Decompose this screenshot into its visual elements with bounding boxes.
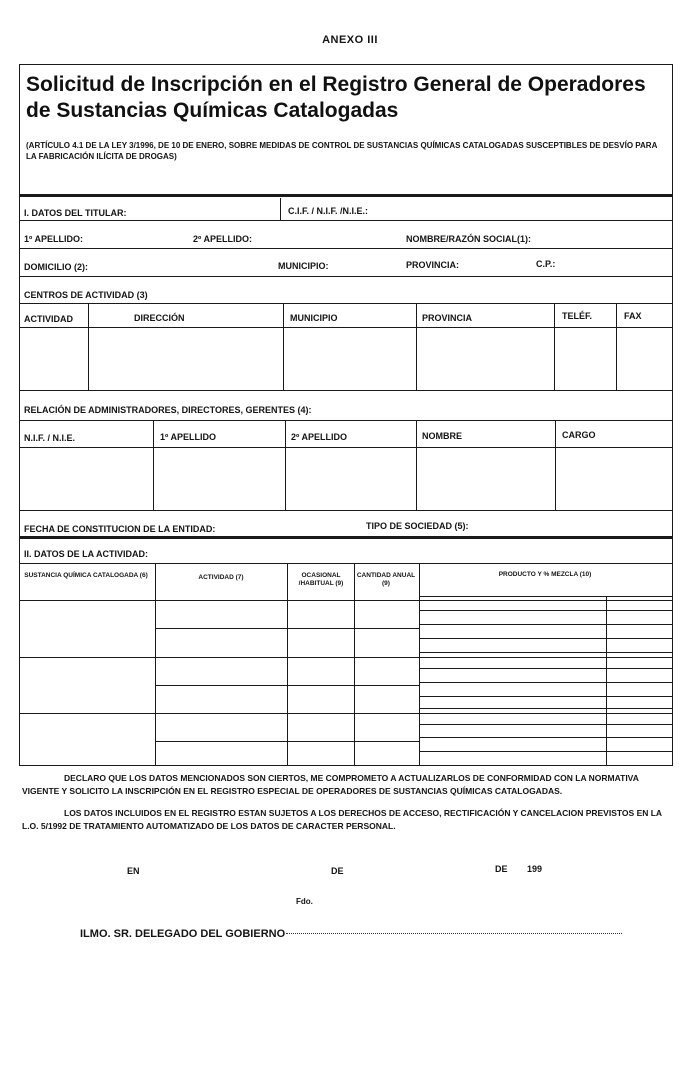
table-col-line [416,303,417,390]
col-nif: N.I.F. / N.I.E. [24,433,76,443]
grid-subrow-line [155,628,419,629]
footer-year: 199 [527,864,543,874]
col-actividad: ACTIVIDAD [24,314,73,324]
col-apellido2: 2º APELLIDO [291,432,347,442]
cif-label: C.I.F. / N.I.F. /N.I.E.: [288,206,369,216]
grid-product-line [419,708,673,709]
divider [280,198,281,220]
declaration-paragraph-2 [22,807,677,833]
table-col-line [416,420,417,510]
domicilio-label: DOMICILIO (2): [24,262,88,272]
grid-subrow-line [155,741,419,742]
grid-product-line [419,682,673,683]
col-nombre: NOMBRE [422,431,462,441]
grid-row-line [19,713,673,714]
form-frame [19,64,673,766]
nombre-label: NOMBRE/RAZÓN SOCIAL(1): [406,234,531,244]
cp-label: C.P.: [536,259,556,269]
row-line [19,248,673,249]
centros-label: CENTROS DE ACTIVIDAD (3) [24,290,148,300]
footer-addressee: ILMO. SR. DELEGADO DEL GOBIERNO [80,928,286,940]
grid-product-line [419,596,673,597]
table-col-line [283,303,284,390]
grid-col-line [354,563,355,766]
provincia-label: PROVINCIA: [406,260,460,270]
grid-product-line [419,724,673,725]
col-apellido1: 1º APELLIDO [160,432,216,442]
col-cantidad: CANTIDAD ANUAL (9) [356,572,416,587]
grid-product-line [419,751,673,752]
col-producto: PRODUCTO Y % MEZCLA (10) [498,571,592,578]
grid-col-line [287,563,288,766]
table-line [19,447,673,448]
declaration-text-1: DECLARO QUE LOS DATOS MENCIONADOS SON CIERTOS, ME COMPROMETO A ACTUALIZARLOS DE CONFORMIDAD CON LA NORMATIVA VIGENTE Y SOLICITO LA INSCRIPCIÓN EN EL REGISTRO ESPECIAL DE OPERADORES DE SUSTANCIAS QUÍMICAS CATALOGADAS. [22,773,639,796]
apellido1-label: 1º APELLIDO: [24,234,83,244]
declaration-text-2: LOS DATOS INCLUIDOS EN EL REGISTRO ESTAN SUJETOS A LOS DERECHOS DE ACCESO, RECTIFICACIÓN Y CANCELACION PREVISTOS EN LA L.O. 5/1992 DE TRATAMIENTO AUTOMATIZADO DE LOS DATOS DE CARACTER PERSONAL. [22,808,662,831]
table-col-line [285,420,286,510]
footer-fdo: Fdo. [296,897,313,906]
grid-subrow-line [155,685,419,686]
col-sustancia: SUSTANCIA QUÍMICA CATALOGADA (6) [24,572,148,579]
col-provincia: PROVINCIA [422,313,473,323]
section-divider [19,194,673,197]
col-ocasional: OCASIONAL /HABITUAL (9) [298,572,344,587]
relacion-label: RELACIÓN DE ADMINISTRADORES, DIRECTORES, GERENTES (4): [24,405,312,415]
table-col-line [88,303,89,390]
footer-en: EN [127,866,140,876]
form-title: Solicitud de Inscripción en el Registro General de Operadores de Sustancias Químicas Catalogadas [26,73,646,122]
grid-product-line [419,652,673,653]
row-line [19,276,673,277]
annex-label: ANEXO III [322,34,378,46]
col-fax: FAX [624,311,642,321]
municipio-label: MUNICIPIO: [278,261,329,271]
col-cargo: CARGO [562,430,596,440]
table-line [19,420,673,421]
grid-product-line [419,610,673,611]
col-direccion: DIRECCIÓN [134,313,185,323]
table-line [19,390,673,391]
grid-product-line [419,696,673,697]
row-line [19,220,673,221]
grid-row-line [19,600,673,601]
table-col-line [554,303,555,390]
table-line [19,327,673,328]
tipo-label: TIPO DE SOCIEDAD (5): [366,521,469,531]
table-line [19,563,673,564]
signature-dotted-line [286,933,622,934]
grid-col-line [419,563,420,766]
col-telef: TELÉF. [562,311,593,321]
grid-col-line [606,596,607,766]
table-line [19,303,673,304]
section-divider [19,536,673,539]
table-col-line [616,303,617,390]
grid-product-line [419,638,673,639]
grid-product-line [419,624,673,625]
form-subtitle: (ARTÍCULO 4.1 DE LA LEY 3/1996, DE 10 DE ENERO, SOBRE MEDIDAS DE CONTROL DE SUSTANCIAS QUÍMICAS CATALOGADAS SUSCEPTIBLES DE DESVÍO PARA LA FABRICACIÓN ILÍCITA DE DROGAS) [26,141,658,161]
col-actividad2: ACTIVIDAD (7) [198,574,244,581]
col-municipio: MUNICIPIO [290,313,338,323]
apellido2-label: 2º APELLIDO: [193,234,252,244]
table-line [19,510,673,511]
section2-heading: II. DATOS DE LA ACTIVIDAD: [24,549,149,559]
table-col-line [153,420,154,510]
fecha-label: FECHA DE CONSTITUCION DE LA ENTIDAD: [24,524,216,534]
declaration-paragraph-1 [22,772,677,798]
footer-de1: DE [331,866,344,876]
footer-de2: DE [495,864,508,874]
grid-col-line [155,563,156,766]
section1-heading: I. DATOS DEL TITULAR: [24,208,127,218]
grid-product-line [419,737,673,738]
grid-product-line [419,668,673,669]
table-col-line [555,420,556,510]
grid-row-line [19,657,673,658]
